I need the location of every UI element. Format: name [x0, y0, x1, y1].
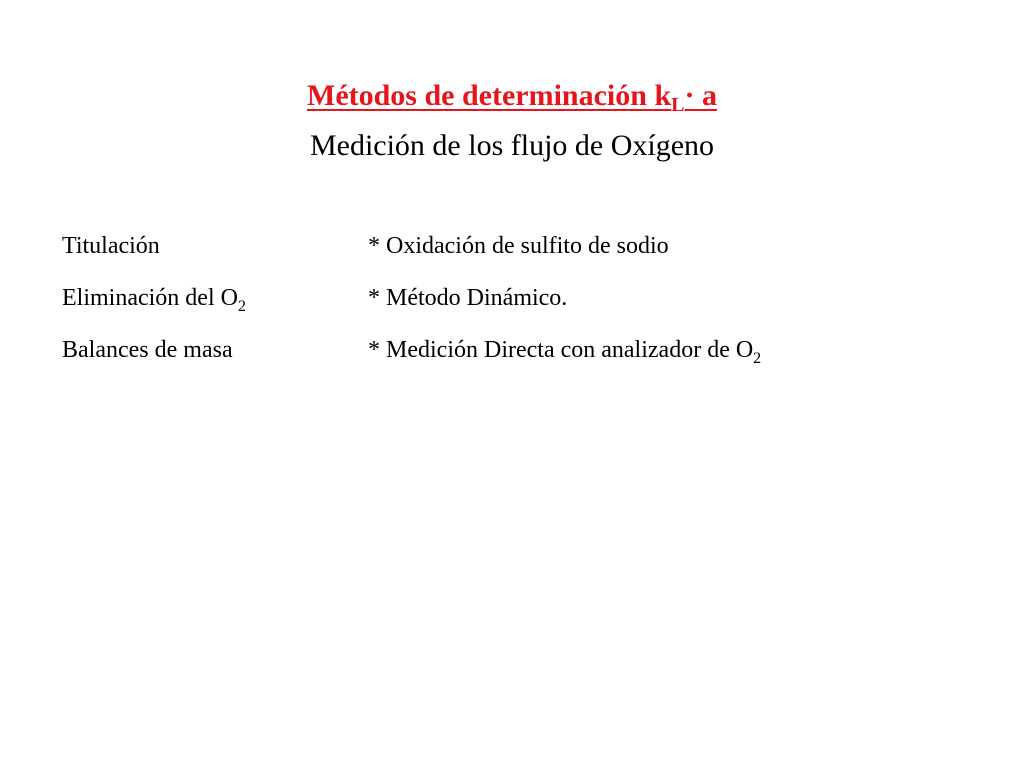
method-detail — [368, 280, 567, 316]
slide-title-text — [307, 79, 717, 116]
method-detail-text: * Medición Directa con analizador de O — [368, 337, 754, 363]
title-suffix: · a — [684, 79, 717, 112]
method-category-sub: 2 — [237, 298, 246, 315]
method-detail-text: * Método Dinámico. — [368, 285, 568, 311]
method-category — [62, 228, 160, 264]
method-detail — [368, 228, 669, 264]
method-category-text: Eliminación del O — [62, 285, 238, 311]
method-detail-text: * Oxidación de sulfito de sodio — [368, 233, 669, 259]
slide-subtitle: Medición de los flujo de Oxígeno — [309, 129, 715, 162]
method-category-text: Balances de masa — [62, 337, 233, 363]
method-row — [0, 332, 1024, 368]
method-category — [62, 280, 246, 316]
title-main: Métodos de determinación k — [307, 79, 672, 112]
method-category — [62, 332, 233, 368]
method-detail — [368, 332, 761, 368]
title-subscript: L — [671, 94, 685, 116]
slide-title — [0, 76, 1024, 116]
method-category-text: Titulación — [62, 233, 160, 259]
method-row — [0, 280, 1024, 316]
method-detail-sub: 2 — [753, 350, 762, 367]
method-row — [0, 228, 1024, 264]
